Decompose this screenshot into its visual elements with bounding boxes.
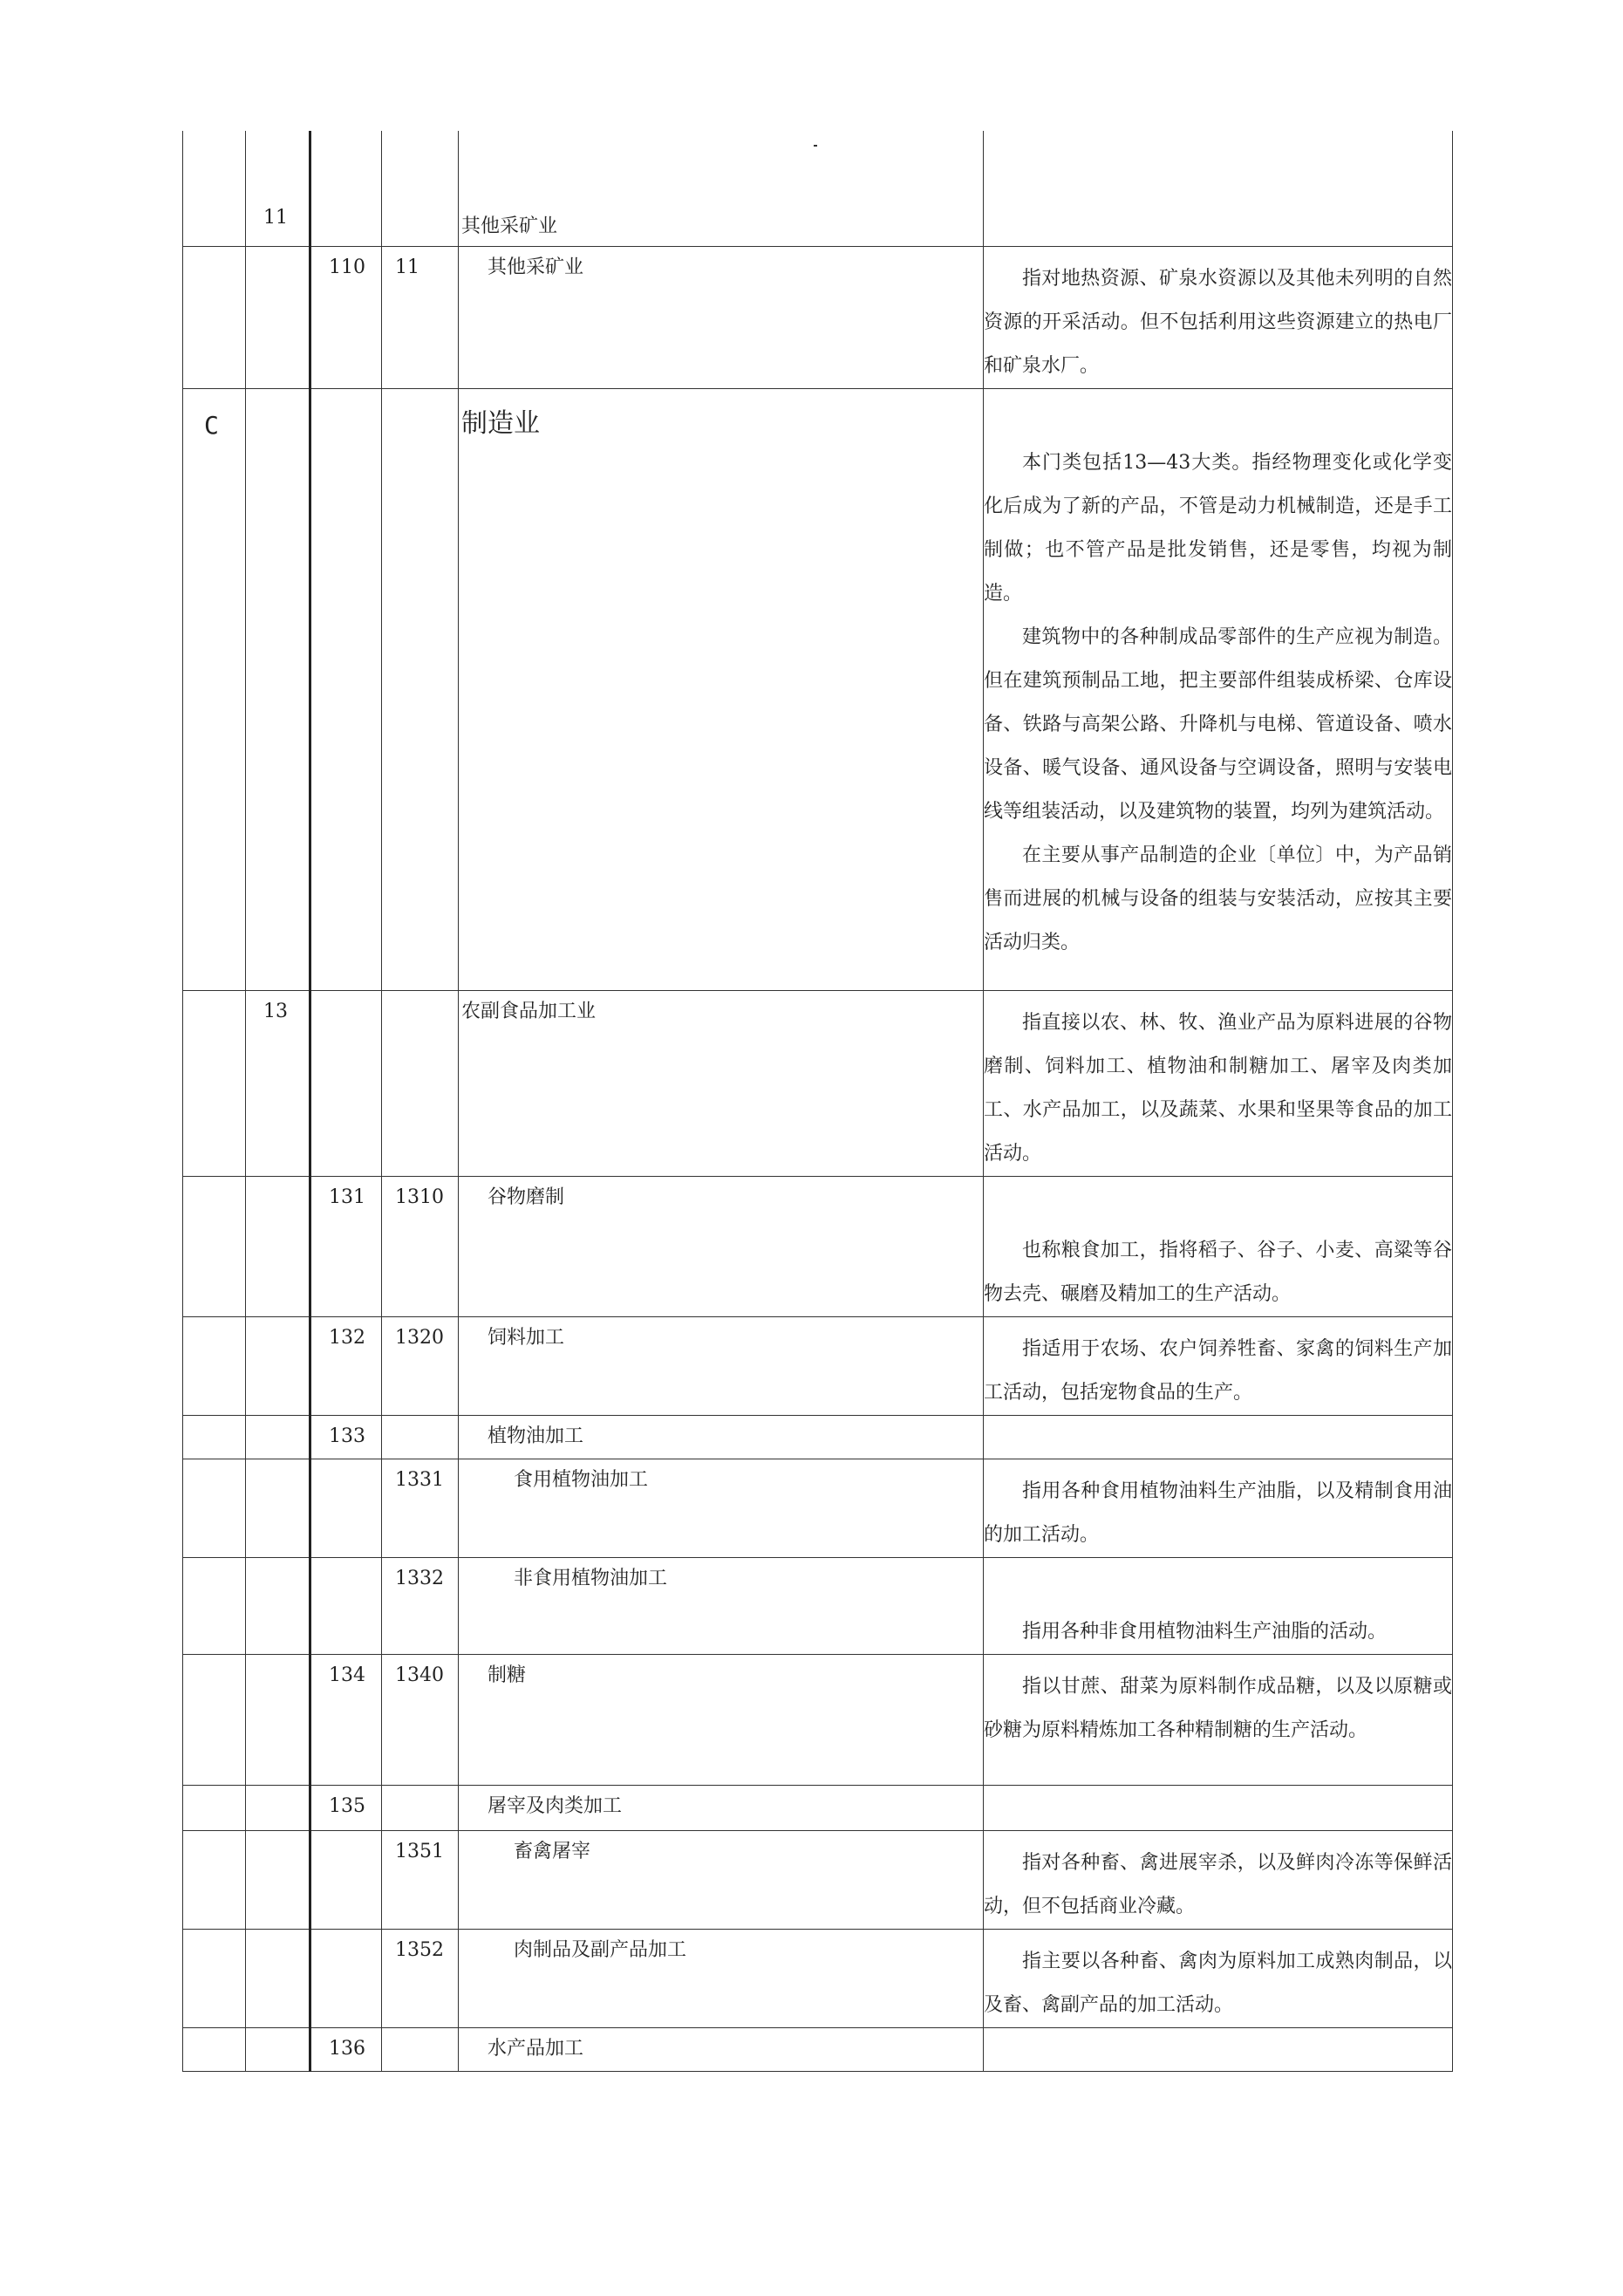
category-name-cell — [459, 1831, 984, 1930]
class-code: 1352 — [395, 1939, 444, 1961]
group-cell — [310, 389, 382, 991]
category-name-cell — [459, 1416, 984, 1459]
description — [984, 991, 1452, 1176]
description-cell — [984, 131, 1453, 247]
table-row — [183, 1655, 1453, 1786]
table-row — [183, 1930, 1453, 2028]
division-cell — [246, 1177, 310, 1317]
section-cell — [183, 1786, 246, 1831]
division-cell — [246, 991, 310, 1177]
class-cell — [382, 1930, 459, 2028]
group-code: 132 — [329, 1327, 365, 1349]
class-code: 1331 — [395, 1469, 444, 1491]
table-row — [183, 1558, 1453, 1655]
section-cell — [183, 1459, 246, 1558]
category-name: 谷物磨制 — [488, 1186, 565, 1208]
class-cell — [382, 1786, 459, 1831]
class-code: 1320 — [395, 1327, 444, 1349]
class-cell — [382, 1317, 459, 1416]
group-code: 131 — [329, 1186, 365, 1208]
section-cell — [183, 1177, 246, 1317]
description-paragraph: 建筑物中的各种制成品零部件的生产应视为制造。但在建筑预制品工地，把主要部件组装成桥梁、仓库设备、铁路与高架公路、升降机与电梯、管道设备、喷水设备、暖气设备、通风设备与空调设备，照明与安装电线等组装活动，以及建筑物的装置，均列为建筑活动。 — [984, 626, 1452, 823]
division-cell — [246, 1558, 310, 1655]
group-cell — [310, 1459, 382, 1558]
section-cell — [183, 1416, 246, 1459]
description-cell — [984, 1786, 1453, 1831]
division-cell — [246, 1786, 310, 1831]
class-cell — [382, 389, 459, 991]
table-row — [183, 389, 1453, 991]
section-cell — [183, 991, 246, 1177]
category-name: 屠宰及肉类加工 — [488, 1795, 623, 1817]
category-name: 水产品加工 — [488, 2038, 584, 2060]
category-name-cell — [459, 1930, 984, 2028]
class-code: 1310 — [395, 1186, 444, 1208]
description-cell — [984, 1416, 1453, 1459]
table-row — [183, 1317, 1453, 1416]
table-row — [183, 2028, 1453, 2072]
description — [984, 1317, 1452, 1415]
section-cell — [183, 131, 246, 247]
description-paragraph: 也称粮食加工，指将稻子、谷子、小麦、高粱等谷物去壳、碾磨及精加工的生产活动。 — [984, 1240, 1452, 1305]
description-cell — [984, 1930, 1453, 2028]
division-cell — [246, 1831, 310, 1930]
category-name-cell — [459, 1786, 984, 1831]
table-row — [183, 991, 1453, 1177]
group-cell — [310, 1655, 382, 1786]
group-cell — [310, 1317, 382, 1416]
division-cell — [246, 389, 310, 991]
class-cell — [382, 991, 459, 1177]
description-paragraph: 指适用于农场、农户饲养牲畜、家禽的饲料生产加工活动，包括宠物食品的生产。 — [984, 1338, 1452, 1404]
description-cell — [984, 1558, 1453, 1655]
category-name-cell — [459, 1317, 984, 1416]
description — [984, 1655, 1452, 1753]
description — [984, 247, 1452, 388]
division-cell — [246, 1655, 310, 1786]
description-paragraph: 指对各种畜、禽进展宰杀，以及鲜肉冷冻等保鲜活动，但不包括商业冷藏。 — [984, 1852, 1452, 1917]
table-row — [183, 1416, 1453, 1459]
group-code: 136 — [329, 2038, 365, 2060]
description — [984, 1459, 1452, 1557]
class-cell — [382, 2028, 459, 2072]
class-cell — [382, 1416, 459, 1459]
section-cell — [183, 389, 246, 991]
class-code: 1340 — [395, 1664, 444, 1686]
class-cell — [382, 247, 459, 389]
division-cell — [246, 1930, 310, 2028]
category-name-cell — [459, 1558, 984, 1655]
category-name-cell — [459, 389, 984, 991]
description-paragraph: 指对地热资源、矿泉水资源以及其他未列明的自然资源的开采活动。但不包括利用这些资源建立的热电厂和矿泉水厂。 — [984, 268, 1452, 377]
category-name-cell — [459, 1177, 984, 1317]
category-name: 其他采矿业 — [461, 215, 558, 237]
section-code: C — [204, 411, 219, 440]
description — [984, 1177, 1452, 1316]
description-cell — [984, 1831, 1453, 1930]
class-code: 1332 — [395, 1568, 444, 1589]
description-cell — [984, 1459, 1453, 1558]
division-code: 11 — [263, 207, 288, 229]
category-name-cell — [459, 1459, 984, 1558]
section-cell — [183, 1558, 246, 1655]
division-cell — [246, 2028, 310, 2072]
section-cell — [183, 247, 246, 389]
group-code: 133 — [329, 1425, 365, 1447]
category-name-cell — [459, 131, 984, 247]
description-cell — [984, 1317, 1453, 1416]
class-cell — [382, 131, 459, 247]
group-cell — [310, 1831, 382, 1930]
description — [984, 1558, 1452, 1654]
description-cell — [984, 247, 1453, 389]
category-name: 农副食品加工业 — [461, 1001, 597, 1022]
group-cell — [310, 1786, 382, 1831]
description-paragraph: 指用各种非食用植物油料生产油脂的活动。 — [1022, 1621, 1388, 1643]
class-cell — [382, 1459, 459, 1558]
description-cell — [984, 389, 1453, 991]
table-row — [183, 1177, 1453, 1317]
category-name-cell — [459, 991, 984, 1177]
group-cell — [310, 1416, 382, 1459]
class-cell — [382, 1655, 459, 1786]
section-cell — [183, 1930, 246, 2028]
description-cell — [984, 1177, 1453, 1317]
description — [984, 1831, 1452, 1929]
class-cell — [382, 1831, 459, 1930]
description — [984, 1930, 1452, 2027]
description-paragraph: 指以甘蔗、甜菜为原料制作成品糖，以及以原糖或砂糖为原料精炼加工各种精制糖的生产活动。 — [984, 1676, 1452, 1741]
category-name-cell — [459, 2028, 984, 2072]
class-code: 1351 — [395, 1841, 444, 1862]
group-cell — [310, 247, 382, 389]
class-cell — [382, 1177, 459, 1317]
group-cell — [310, 1177, 382, 1317]
table-row — [183, 1786, 1453, 1831]
group-code: 110 — [329, 256, 365, 278]
description-cell — [984, 991, 1453, 1177]
description-cell — [984, 2028, 1453, 2072]
description-paragraph: 在主要从事产品制造的企业〔单位〕中，为产品销售而进展的机械与设备的组装与安装活动，应按其主要活动归类。 — [984, 844, 1452, 953]
category-name: 制造业 — [461, 408, 540, 439]
section-cell — [183, 1655, 246, 1786]
description-paragraph: 指直接以农、林、牧、渔业产品为原料进展的谷物磨制、饲料加工、植物油和制糖加工、屠宰及肉类加工、水产品加工，以及蔬菜、水果和坚果等食品的加工活动。 — [984, 1012, 1452, 1165]
group-cell — [310, 991, 382, 1177]
table-row — [183, 1831, 1453, 1930]
class-code: 11 — [395, 256, 419, 278]
description — [984, 389, 1452, 965]
group-cell — [310, 2028, 382, 2072]
category-name: 制糖 — [488, 1664, 527, 1686]
table-row — [183, 1459, 1453, 1558]
group-cell — [310, 1558, 382, 1655]
category-name-cell — [459, 1655, 984, 1786]
group-code: 134 — [329, 1664, 365, 1686]
division-cell — [246, 1317, 310, 1416]
description-cell — [984, 1655, 1453, 1786]
division-cell — [246, 247, 310, 389]
section-cell — [183, 2028, 246, 2072]
category-name: 饲料加工 — [488, 1327, 565, 1349]
description-paragraph: 本门类包括13—43大类。指经物理变化或化学变化后成为了新的产品，不管是动力机械制造，还是手工制做；也不管产品是批发销售，还是零售，均视为制造。 — [984, 452, 1452, 605]
section-cell — [183, 1831, 246, 1930]
table-row — [183, 131, 1453, 247]
division-cell — [246, 131, 310, 247]
group-cell — [310, 1930, 382, 2028]
table-row — [183, 247, 1453, 389]
division-code: 13 — [263, 1001, 288, 1022]
category-name: 植物油加工 — [488, 1425, 584, 1447]
category-name: 畜禽屠宰 — [514, 1841, 591, 1862]
industry-classification-table — [182, 131, 1453, 2072]
section-cell — [183, 1317, 246, 1416]
category-name: 食用植物油加工 — [514, 1469, 649, 1491]
division-cell — [246, 1416, 310, 1459]
group-cell — [310, 131, 382, 247]
description-paragraph: 指用各种食用植物油料生产油脂，以及精制食用油的加工活动。 — [984, 1480, 1452, 1546]
category-name: 非食用植物油加工 — [514, 1568, 668, 1589]
description-paragraph: 指主要以各种畜、禽肉为原料加工成熟肉制品，以及畜、禽副产品的加工活动。 — [984, 1951, 1452, 2016]
category-name-cell — [459, 247, 984, 389]
group-code: 135 — [329, 1795, 365, 1817]
category-name: 其他采矿业 — [488, 256, 584, 278]
category-name: 肉制品及副产品加工 — [514, 1939, 687, 1961]
class-cell — [382, 1558, 459, 1655]
division-cell — [246, 1459, 310, 1558]
